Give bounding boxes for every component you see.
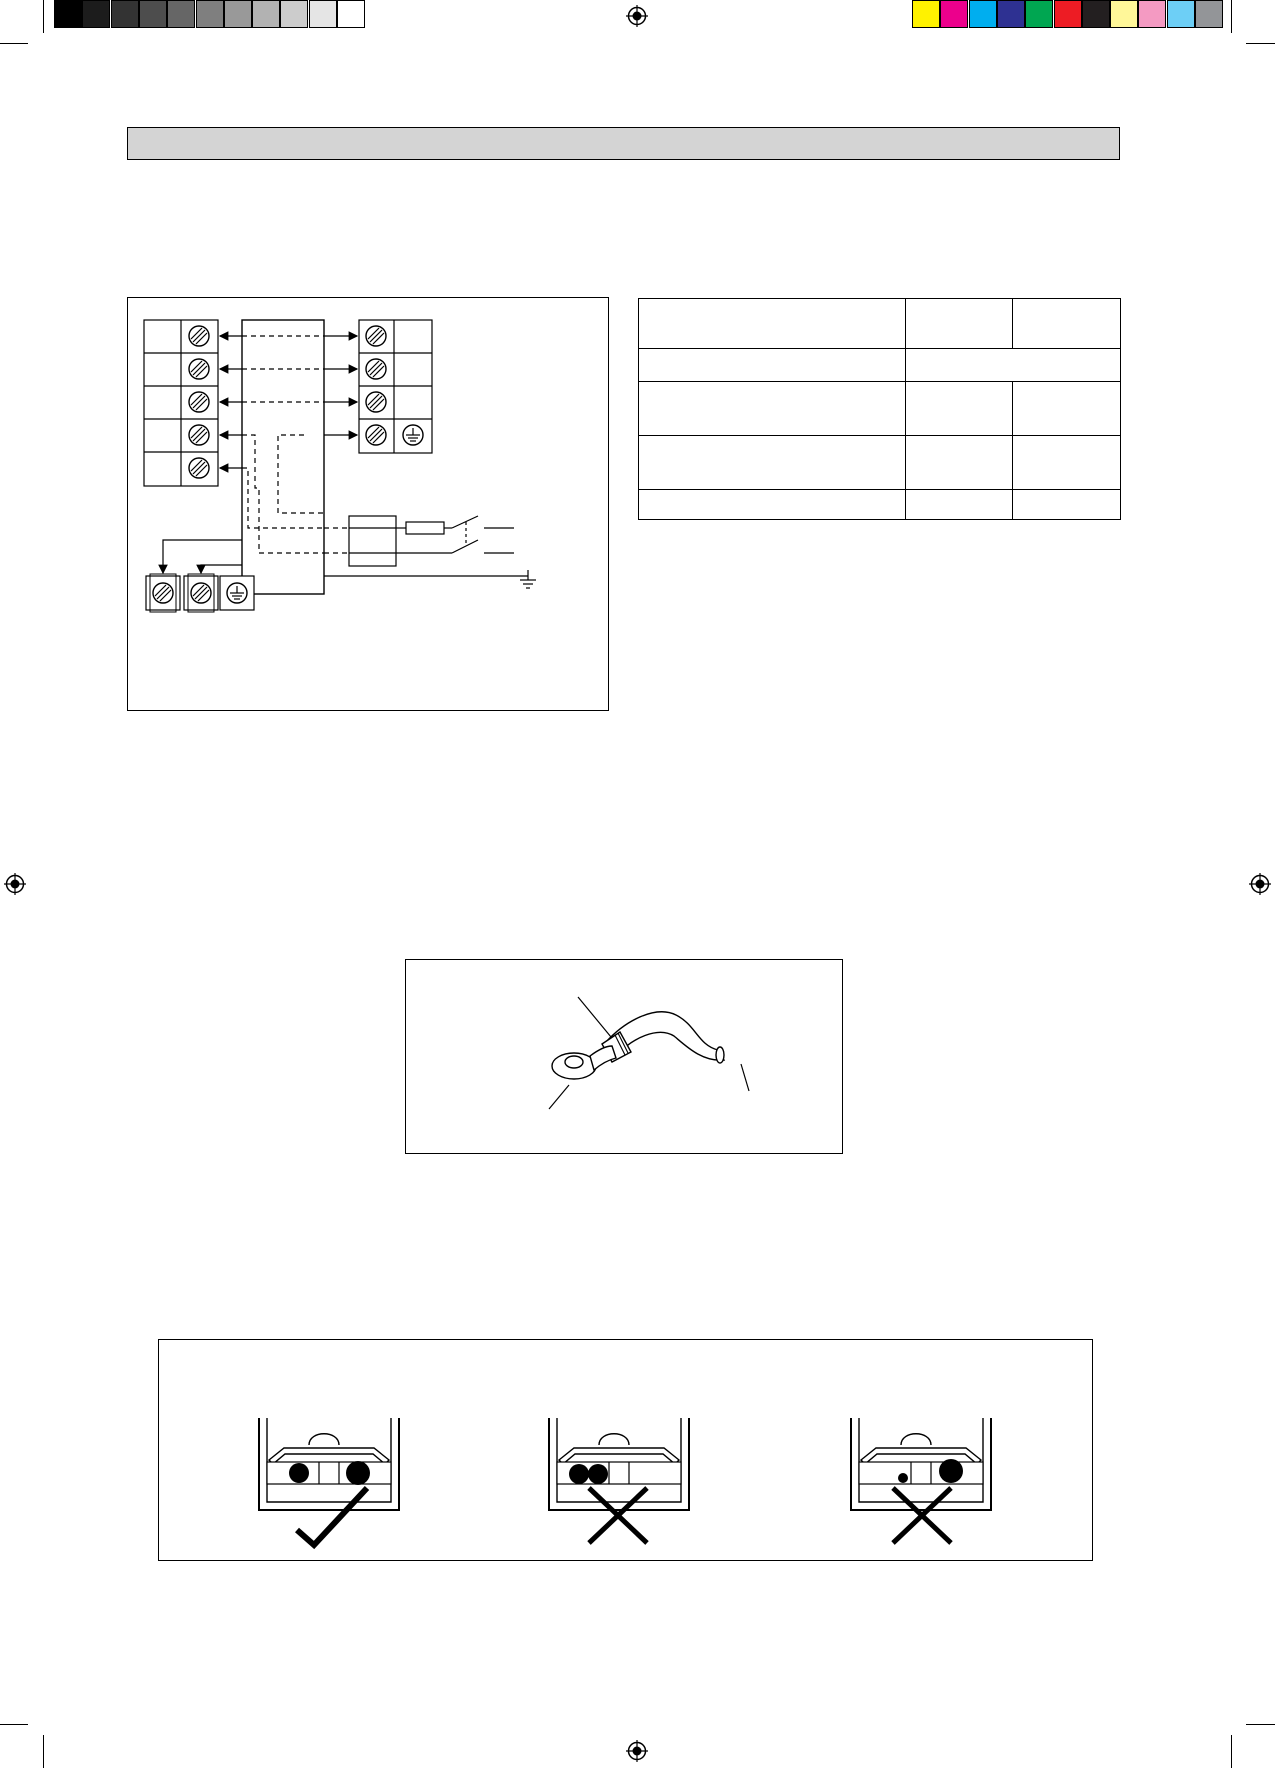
table-cell [1013, 382, 1121, 436]
correct-connection-example [259, 1418, 399, 1545]
color-swatch [280, 0, 308, 28]
color-swatch [82, 0, 110, 28]
wiring-diagram-panel [127, 297, 609, 711]
table-cell [639, 349, 906, 382]
table-cell [906, 382, 1013, 436]
color-swatch [111, 0, 139, 28]
table-cell [639, 436, 906, 490]
table-header-cell [1013, 299, 1121, 349]
incorrect-connection-example [851, 1418, 991, 1543]
color-swatch [1195, 0, 1223, 28]
crop-mark [1246, 1724, 1275, 1725]
color-swatch [1054, 0, 1082, 28]
registration-mark-icon [626, 1740, 648, 1762]
color-swatch [1110, 0, 1138, 28]
color-swatch [196, 0, 224, 28]
ring-terminal-illustration [406, 960, 844, 1155]
table-cell [906, 436, 1013, 490]
table-cell [639, 490, 906, 520]
table-header-cell [639, 299, 906, 349]
color-swatch [1167, 0, 1195, 28]
color-swatch [252, 0, 280, 28]
color-swatch [309, 0, 337, 28]
registration-mark-icon [4, 873, 26, 895]
registration-mark-icon [626, 5, 648, 27]
crop-mark [43, 1735, 44, 1768]
indoor-terminal-block [144, 320, 218, 486]
section-heading-bar [127, 127, 1120, 160]
crop-mark [43, 0, 44, 33]
color-swatch [940, 0, 968, 28]
table-cell [906, 349, 1121, 382]
wiring-diagram [128, 298, 610, 712]
color-swatch [337, 0, 365, 28]
table-cell [639, 382, 906, 436]
terminal-connection-examples [159, 1340, 1094, 1562]
crop-mark [1231, 0, 1232, 33]
color-swatch [167, 0, 195, 28]
color-swatch [54, 0, 82, 28]
check-mark-icon [297, 1488, 367, 1545]
table-row [639, 382, 1121, 436]
table-row [639, 490, 1121, 520]
cross-mark-icon [589, 1488, 647, 1543]
cable-specification-table [638, 298, 1121, 520]
connecting-cable-box [242, 320, 324, 594]
crop-mark [1246, 43, 1275, 44]
table-header-row [639, 299, 1121, 349]
outdoor-terminal-block [359, 320, 432, 453]
color-swatch [1025, 0, 1053, 28]
table-row [639, 436, 1121, 490]
color-swatch [224, 0, 252, 28]
crop-mark [0, 43, 28, 44]
power-terminal-block [146, 574, 254, 612]
table-cell [1013, 490, 1121, 520]
cross-mark-icon [893, 1488, 951, 1543]
table-cell [906, 490, 1013, 520]
color-swatch [912, 0, 940, 28]
incorrect-connection-example [549, 1418, 689, 1543]
color-swatch [1082, 0, 1110, 28]
terminal-connection-examples-panel [158, 1339, 1093, 1561]
crop-mark [0, 1724, 28, 1725]
color-swatch [1138, 0, 1166, 28]
table-row [639, 349, 1121, 382]
crop-mark [1231, 1735, 1232, 1768]
color-swatch [969, 0, 997, 28]
color-swatch [139, 0, 167, 28]
registration-mark-icon [1249, 873, 1271, 895]
table-header-cell [906, 299, 1013, 349]
ring-terminal-illustration-panel [405, 959, 843, 1154]
color-swatch [997, 0, 1025, 28]
table-cell [1013, 436, 1121, 490]
